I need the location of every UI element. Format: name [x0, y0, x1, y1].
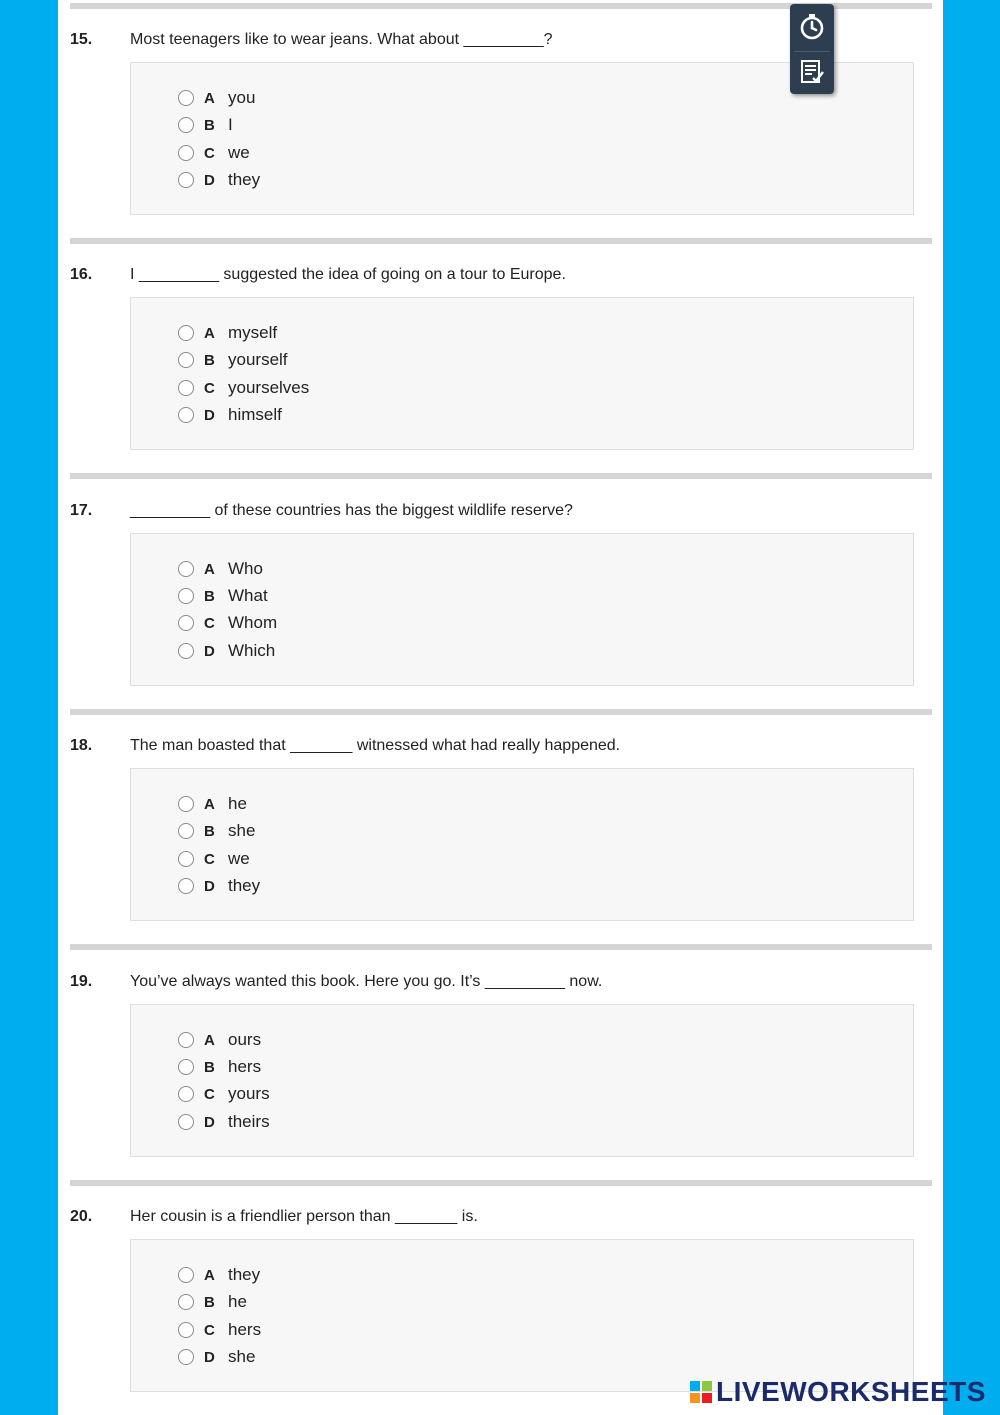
radio-button[interactable] [178, 1322, 194, 1338]
option-letter: D [204, 171, 215, 189]
option-letter: A [204, 89, 215, 107]
option-a[interactable] [178, 1030, 261, 1050]
option-d[interactable] [178, 641, 275, 661]
radio-button[interactable] [178, 325, 194, 341]
question-number: 15. [70, 31, 93, 48]
option-text: he [228, 1292, 247, 1311]
option-text: Which [228, 641, 276, 660]
option-c[interactable] [178, 378, 309, 398]
option-letter: A [204, 1031, 215, 1049]
option-text: he [228, 794, 247, 813]
question-text: Most teenagers like to wear jeans. What about _________? [130, 31, 553, 48]
options-box [130, 1239, 914, 1392]
brand-logo-icon [690, 1381, 712, 1403]
radio-button[interactable] [178, 1294, 194, 1310]
radio-button[interactable] [178, 561, 194, 577]
option-text: ours [228, 1030, 262, 1049]
option-letter: C [204, 614, 215, 632]
option-letter: B [204, 1058, 215, 1076]
option-d[interactable] [178, 1112, 270, 1132]
option-a[interactable] [178, 559, 263, 579]
question-divider [70, 473, 932, 479]
option-letter: A [204, 560, 215, 578]
radio-button[interactable] [178, 352, 194, 368]
timer-button[interactable] [797, 12, 827, 42]
options-box [130, 768, 914, 921]
option-text: What [228, 586, 268, 605]
radio-button[interactable] [178, 796, 194, 812]
option-a[interactable] [178, 323, 277, 343]
option-b[interactable] [178, 1057, 261, 1077]
option-letter: A [204, 324, 215, 342]
radio-button[interactable] [178, 117, 194, 133]
question-text: _________ of these countries has the biggest wildlife reserve? [130, 502, 573, 519]
option-letter: B [204, 1293, 215, 1311]
option-b[interactable] [178, 1292, 247, 1312]
radio-button[interactable] [178, 588, 194, 604]
option-letter: B [204, 351, 215, 369]
option-letter: C [204, 850, 215, 868]
option-b[interactable] [178, 821, 255, 841]
option-d[interactable] [178, 405, 282, 425]
toolbar-separator [794, 51, 830, 52]
checklist-icon [797, 57, 827, 87]
option-text: hers [228, 1320, 262, 1339]
question-divider [70, 238, 932, 244]
radio-button[interactable] [178, 1114, 194, 1130]
right-margin-band [943, 0, 1000, 1415]
option-letter: C [204, 144, 215, 162]
option-text: yourselves [228, 378, 310, 397]
left-margin-band [0, 0, 58, 1415]
radio-button[interactable] [178, 851, 194, 867]
option-c[interactable] [178, 143, 250, 163]
radio-button[interactable] [178, 1032, 194, 1048]
option-text: Whom [228, 613, 278, 632]
option-letter: D [204, 642, 215, 660]
liveworksheets-logo [690, 1372, 986, 1412]
question-divider [70, 1180, 932, 1186]
radio-button[interactable] [178, 878, 194, 894]
question-number: 17. [70, 502, 93, 519]
question-number: 19. [70, 973, 93, 990]
option-text: myself [228, 323, 278, 342]
option-letter: D [204, 1348, 215, 1366]
option-letter: C [204, 1085, 215, 1103]
option-a[interactable] [178, 88, 255, 108]
brand-name: LIVEWORKSHEETS [716, 1376, 986, 1407]
option-a[interactable] [178, 1265, 260, 1285]
option-text: hers [228, 1057, 262, 1076]
radio-button[interactable] [178, 823, 194, 839]
radio-button[interactable] [178, 172, 194, 188]
option-text: himself [228, 405, 282, 424]
option-text: yourself [228, 350, 288, 369]
options-box [130, 1004, 914, 1157]
option-text: you [228, 88, 256, 107]
option-a[interactable] [178, 794, 247, 814]
radio-button[interactable] [178, 643, 194, 659]
option-letter: C [204, 1321, 215, 1339]
option-text: Who [228, 559, 263, 578]
floating-toolbar [790, 4, 834, 94]
radio-button[interactable] [178, 145, 194, 161]
question-text: The man boasted that _______ witnessed what had really happened. [130, 737, 621, 754]
option-letter: D [204, 406, 215, 424]
option-c[interactable] [178, 849, 250, 869]
option-text: she [228, 1347, 256, 1366]
option-letter: B [204, 822, 215, 840]
radio-button[interactable] [178, 1086, 194, 1102]
option-text: we [228, 849, 250, 868]
radio-button[interactable] [178, 1267, 194, 1283]
option-d[interactable] [178, 170, 260, 190]
option-letter: A [204, 795, 215, 813]
option-c[interactable] [178, 1084, 270, 1104]
question-number: 20. [70, 1208, 93, 1225]
option-d[interactable] [178, 1347, 255, 1367]
question-text: Her cousin is a friendlier person than _______ is. [130, 1208, 478, 1225]
option-c[interactable] [178, 613, 277, 633]
option-text: they [228, 170, 261, 189]
question-text: You’ve always wanted this book. Here you go. It’s _________ now. [130, 973, 603, 990]
radio-button[interactable] [178, 1349, 194, 1365]
radio-button[interactable] [178, 90, 194, 106]
option-text: yours [228, 1084, 270, 1103]
option-letter: D [204, 1113, 215, 1131]
option-text: I [228, 115, 233, 134]
options-box [130, 533, 914, 686]
options-box [130, 297, 914, 450]
option-text: they [228, 876, 261, 895]
option-c[interactable] [178, 1320, 261, 1340]
radio-button[interactable] [178, 380, 194, 396]
question-divider [70, 944, 932, 950]
option-b[interactable] [178, 350, 288, 370]
check-answers-button[interactable] [797, 57, 827, 87]
option-text: theirs [228, 1112, 270, 1131]
question-number: 16. [70, 266, 93, 283]
option-text: they [228, 1265, 261, 1284]
radio-button[interactable] [178, 615, 194, 631]
option-b[interactable] [178, 586, 268, 606]
question-divider [70, 709, 932, 715]
option-letter: B [204, 587, 215, 605]
question-text: I _________ suggested the idea of going on a tour to Europe. [130, 266, 566, 283]
option-letter: A [204, 1266, 215, 1284]
radio-button[interactable] [178, 1059, 194, 1075]
option-text: we [228, 143, 250, 162]
timer-icon [797, 12, 827, 42]
option-b[interactable] [178, 115, 233, 135]
option-text: she [228, 821, 256, 840]
radio-button[interactable] [178, 407, 194, 423]
option-d[interactable] [178, 876, 260, 896]
option-letter: C [204, 379, 215, 397]
option-letter: D [204, 877, 215, 895]
option-letter: B [204, 116, 215, 134]
question-number: 18. [70, 737, 93, 754]
